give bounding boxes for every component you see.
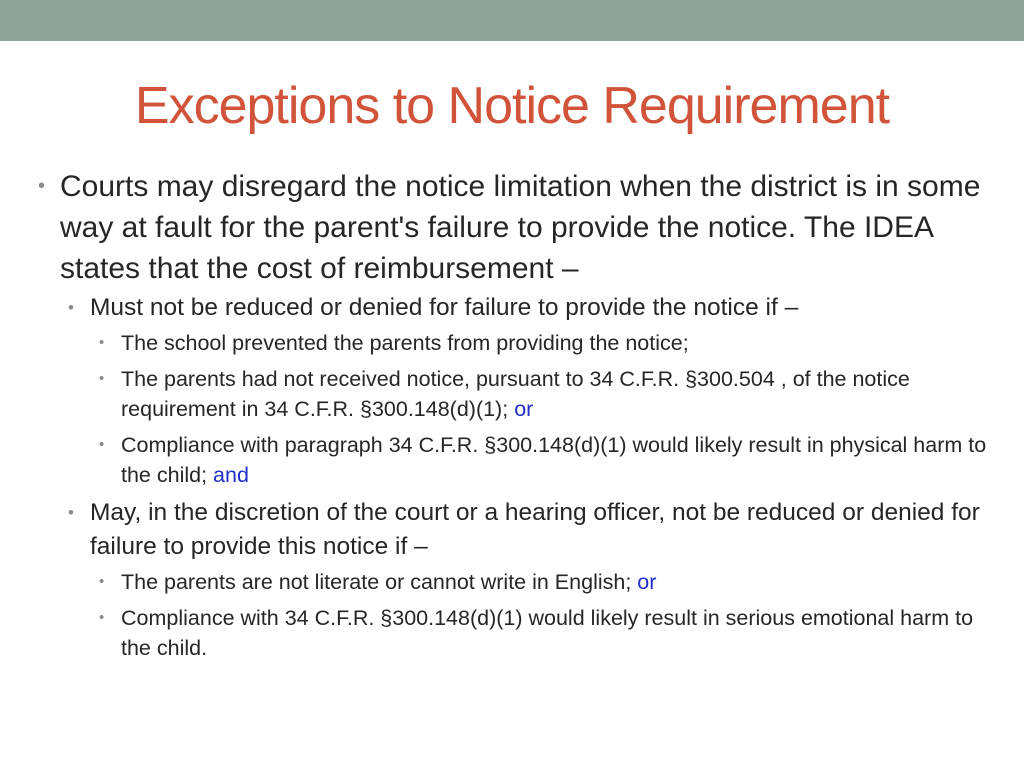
bullet-level-3 [99, 603, 1004, 663]
bullet-text: Courts may disregard the notice limitation when the district is in some way at fault for the parent's failure to provide the notice. The IDEA states that the cost of reimbursement – [60, 170, 981, 285]
top-color-band [0, 0, 1024, 41]
bullet-dot-icon: • [99, 573, 105, 590]
connector-word: or [514, 397, 534, 421]
bullet-text: The school prevented the parents from providing the notice; [121, 331, 689, 355]
bullet-text: May, in the discretion of the court or a hearing officer, not be reduced or denied for failure to provide this notice if – [90, 499, 980, 560]
bullet-text: The parents are not literate or cannot write in English; [121, 570, 632, 594]
bullet-level-1 [38, 166, 1004, 289]
bullet-level-3 [99, 567, 1004, 597]
connector-word: or [637, 570, 657, 594]
bullet-dot-icon: • [99, 436, 105, 453]
bullet-text: The parents had not received notice, pursuant to 34 C.F.R. §300.504 , of the notice requirement in 34 C.F.R. §300.148(d)(1); [121, 367, 910, 421]
bullet-text: Compliance with 34 C.F.R. §300.148(d)(1) would likely result in serious emotional harm to the child. [121, 606, 974, 660]
bullet-text: Must not be reduced or denied for failure to provide the notice if – [90, 294, 799, 321]
slide-title: Exceptions to Notice Requirement [134, 77, 890, 135]
bullet-dot-icon: • [68, 503, 74, 522]
bullet-level-3 [99, 328, 1004, 358]
bullet-dot-icon: • [99, 609, 105, 626]
connector-word: and [213, 463, 249, 487]
bullet-level-2 [68, 496, 1004, 564]
bullet-dot-icon: • [38, 175, 46, 197]
slide-body [38, 166, 1004, 669]
bullet-level-3 [99, 364, 1004, 424]
bullet-dot-icon: • [68, 298, 74, 317]
bullet-dot-icon: • [99, 370, 105, 387]
bullet-dot-icon: • [99, 334, 105, 351]
bullet-level-3 [99, 430, 1004, 490]
bullet-text: Compliance with paragraph 34 C.F.R. §300.148(d)(1) would likely result in physical harm to the child; [121, 433, 987, 487]
bullet-level-2 [68, 291, 1004, 325]
